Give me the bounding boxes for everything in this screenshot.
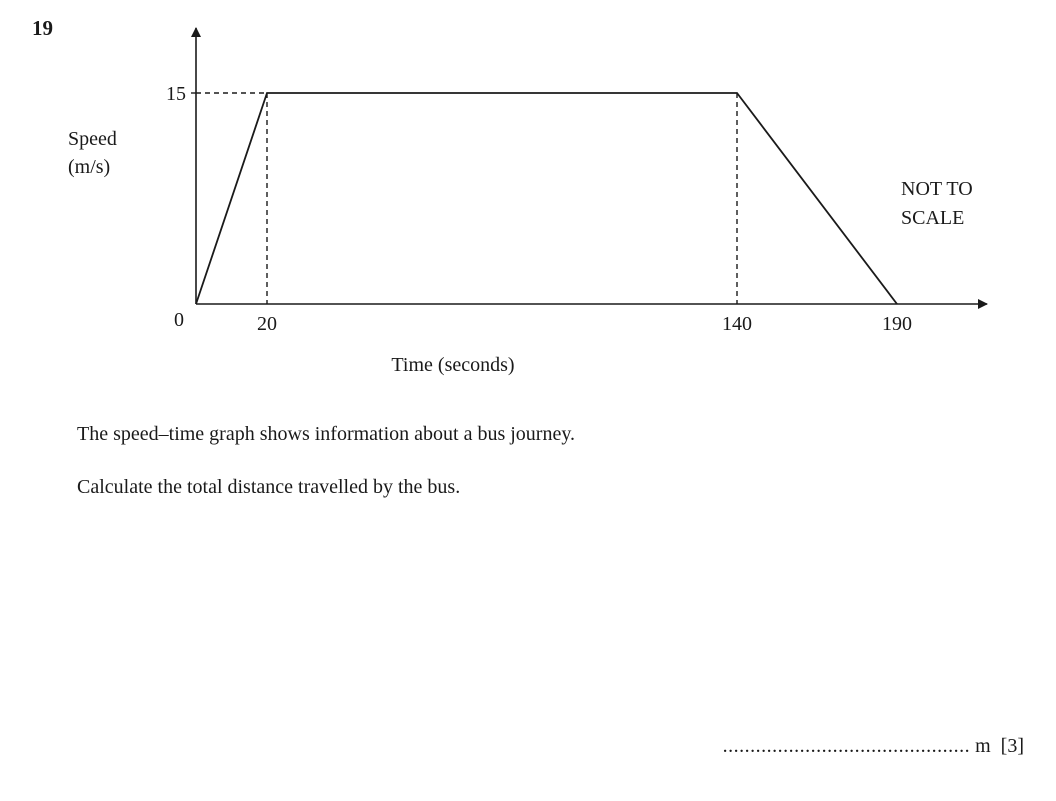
- question-instruction: Calculate the total distance travelled by the bus.: [77, 476, 461, 498]
- answer-marks: [3]: [1000, 735, 1024, 757]
- not-to-scale-line2: SCALE: [901, 207, 965, 229]
- y-tick-label-15: 15: [166, 83, 186, 105]
- question-intro: The speed–time graph shows information about a bus journey.: [77, 423, 576, 445]
- answer-unit: m: [975, 735, 991, 757]
- answer-line: [723, 735, 1024, 758]
- origin-label: 0: [174, 309, 184, 331]
- answer-dots[interactable]: .............................................: [722, 735, 971, 757]
- speed-time-graph: [0, 0, 1056, 400]
- journey-line: [196, 93, 897, 304]
- y-axis-label-line1: Speed: [68, 128, 117, 150]
- not-to-scale-line1: NOT TO: [901, 178, 973, 200]
- x-axis-label: Time (seconds): [391, 354, 515, 376]
- y-axis-label-line2: (m/s): [68, 156, 111, 178]
- x-tick-label-190: 190: [882, 313, 912, 335]
- question-number: 19: [32, 16, 53, 40]
- x-tick-label-20: 20: [257, 313, 277, 335]
- x-tick-label-140: 140: [722, 313, 752, 335]
